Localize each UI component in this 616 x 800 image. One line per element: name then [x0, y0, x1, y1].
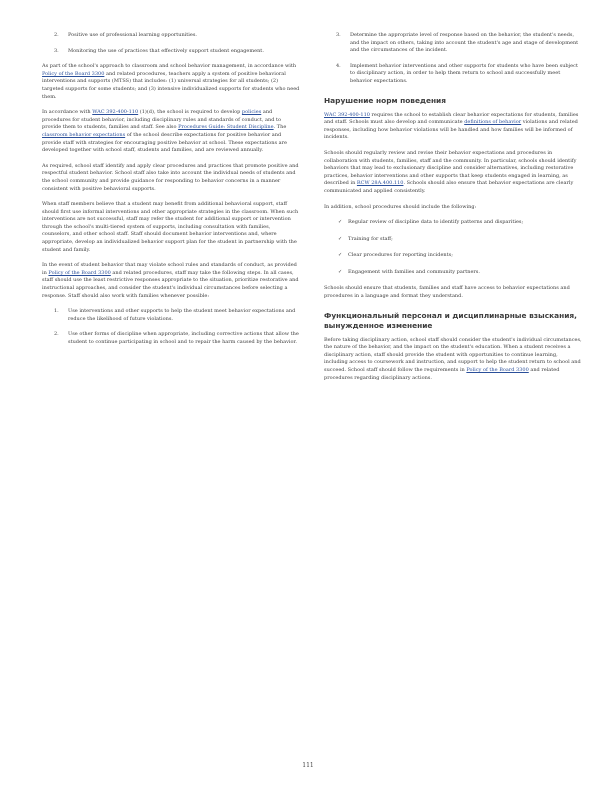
list-item: 4. Implement behavior interventions and other supports for students who have been subject to disciplinary action, in order to help them return to school and successfully meet behavior expectations.: [336, 62, 578, 84]
right-column: [324, 32, 582, 390]
classroom-expectations-link[interactable]: classroom behavior expectations: [42, 131, 126, 138]
list-item: 2. Positive use of professional learning opportunities.: [54, 32, 197, 38]
wac-link[interactable]: WAC 392-400-110: [324, 111, 370, 118]
paragraph-access: Schools should ensure that students, families and staff have access to behavior expectations and procedures in a language and format they understand.: [324, 285, 570, 300]
policy-link[interactable]: Policy of the Board 3300: [48, 269, 111, 276]
list-item: ✓ Engagement with families and community partners.: [338, 268, 480, 275]
policy-link[interactable]: Policy of the Board 3300: [466, 367, 529, 374]
paragraph-violations: In the event of student behavior that may violate school rules and standards of conduct, as provided in Policy of the Board 3300 and related procedures, staff may take the following steps. In all cases, staff should use the least restrictive responses appropriate to the situation, prioritize restorative and instructional approaches, and consider the student's individual circumstances before selecting a response. Staff should also work with families whenever possible:: [42, 262, 299, 299]
bullet-icon: ✓: [338, 252, 343, 259]
paragraph-wac: In accordance with WAC 392-400-110 (1)(d), the school is required to develop policies and procedures for student behavior, including disciplinary rules and standards of conduct, and to provide them to students, families and staff. See also Procedures Guide: Student Discipline. The classroom behavior expectations of the school describe expectations for positive behavior and provide staff with strategies for encouraging positive behavior at school. These expectations are developed together with school staff, students and families, and are reviewed annually.: [42, 109, 288, 154]
numbered-list-top-left: [42, 32, 300, 55]
paragraph-procedures-intro: In addition, school procedures should include the following:: [324, 203, 477, 210]
paragraph-disciplinary: Before taking disciplinary action, school staff should consider the student's individual circumstances, the nature of the behavior, and the impact on the student's education. When a student receives a disciplinary action, staff should provide the student with opportunities to continue learning, including access to coursework and instruction, and support to help the student return to school and succeed. School staff should follow the requirements in Policy of the Board 3300 and related procedures regarding disciplinary actions.: [324, 336, 582, 381]
section-heading: Нарушение норм поведения: [324, 95, 446, 105]
wac-link[interactable]: WAC 392-400-110: [92, 109, 139, 116]
list-item: 1. Use interventions and other supports to help the student meet behavior expectations and reduce the likelihood of future violations.: [54, 308, 296, 322]
paragraph-interventions: When staff members believe that a student may benefit from additional behavioral support, staff should first use informal interventions and other appropriate strategies in the classroom. When such interventions are not successful, staff may refer the student for additional support or intervention through the school's multi-tiered system of supports, including consultation with families, counselors, and other school staff. Staff should document behavior interventions and, where appropriate, develop an individualized behavior support plan for the student in partnership with the student and family.: [42, 201, 299, 253]
numbered-list-top-right: [324, 32, 582, 86]
section-heading: Функциональный персонал и дисциплинарные взыскания, вынужденное изменение: [324, 310, 577, 330]
bullet-icon: ✓: [338, 235, 343, 242]
bullet-list: [324, 219, 582, 276]
list-item: ✓ Regular review of discipline data to identify patterns and disparities;: [338, 219, 524, 226]
list-item: ✓ Clear procedures for reporting incidents;: [338, 252, 453, 259]
list-item: 2. Use other forms of discipline when appropriate, including corrective actions that allow the student to continue participating in school and to repair the harm caused by the behavior.: [54, 331, 299, 345]
list-item: 3. Monitoring the use of practices that effectively support student engagement.: [54, 47, 264, 54]
page-number: 111: [302, 762, 314, 769]
list-item: 3. Determine the appropriate level of response based on the behavior, the student's needs, and the impact on others, taking into account the student's age and stage of development and the circumstances of the incident.: [336, 32, 579, 54]
left-column: [42, 32, 300, 355]
paragraph-wac-requirements: WAC 392-400-110 requires the school to establish clear behavior expectations for students, families and staff. Schools must also develop and communicate definitions of behavior violations and related responses, including how behavior violations will be handled and how families will be informed of incidents.: [324, 111, 579, 141]
rcw-link[interactable]: RCW 28A.400.110: [356, 180, 404, 187]
behavior-definitions-link[interactable]: definitions of behavior: [464, 119, 522, 126]
policy-link[interactable]: Policy of the Board 3300: [42, 70, 105, 77]
paragraph-mtss: As part of the school's approach to classroom and school behavior management, in accordance with Policy of the Board 3300 and related procedures, teachers apply a system of positive behavioral interventions and supports (MTSS) that includes: (1) universal strategies for all students; (2) targeted supports for some students; and (3) intensive individualized supports for students who need them.: [42, 63, 300, 100]
list-item: ✓ Training for staff;: [338, 235, 393, 242]
bullet-icon: ✓: [338, 219, 343, 226]
procedures-guide-link[interactable]: Procedures Guide: Student Discipline: [178, 124, 274, 131]
paragraph-staff: As required, school staff identify and apply clear procedures and practices that promote positive and respectful student behavior. School staff also take into account the individual needs of students and the school community and provide guidance for responding to behavior concerns in a manner consistent with positive behavioral supports.: [42, 162, 299, 192]
policies-link[interactable]: policies: [241, 109, 262, 116]
paragraph-review: Schools should regularly review and revise their behavior expectations and procedures in collaboration with students, families, staff and the community. In particular, schools should identify behaviors that may lead to exclusionary discipline and consider alternatives, including restorative practices, behavior interventions and other supports that keep students engaged in learning, as described in RCW 28A.400.110. Schools should also ensure that behavior expectations are clearly communicated and applied consistently.: [324, 149, 577, 194]
numbered-list-bottom-left: [42, 308, 300, 346]
bullet-icon: ✓: [338, 268, 343, 275]
